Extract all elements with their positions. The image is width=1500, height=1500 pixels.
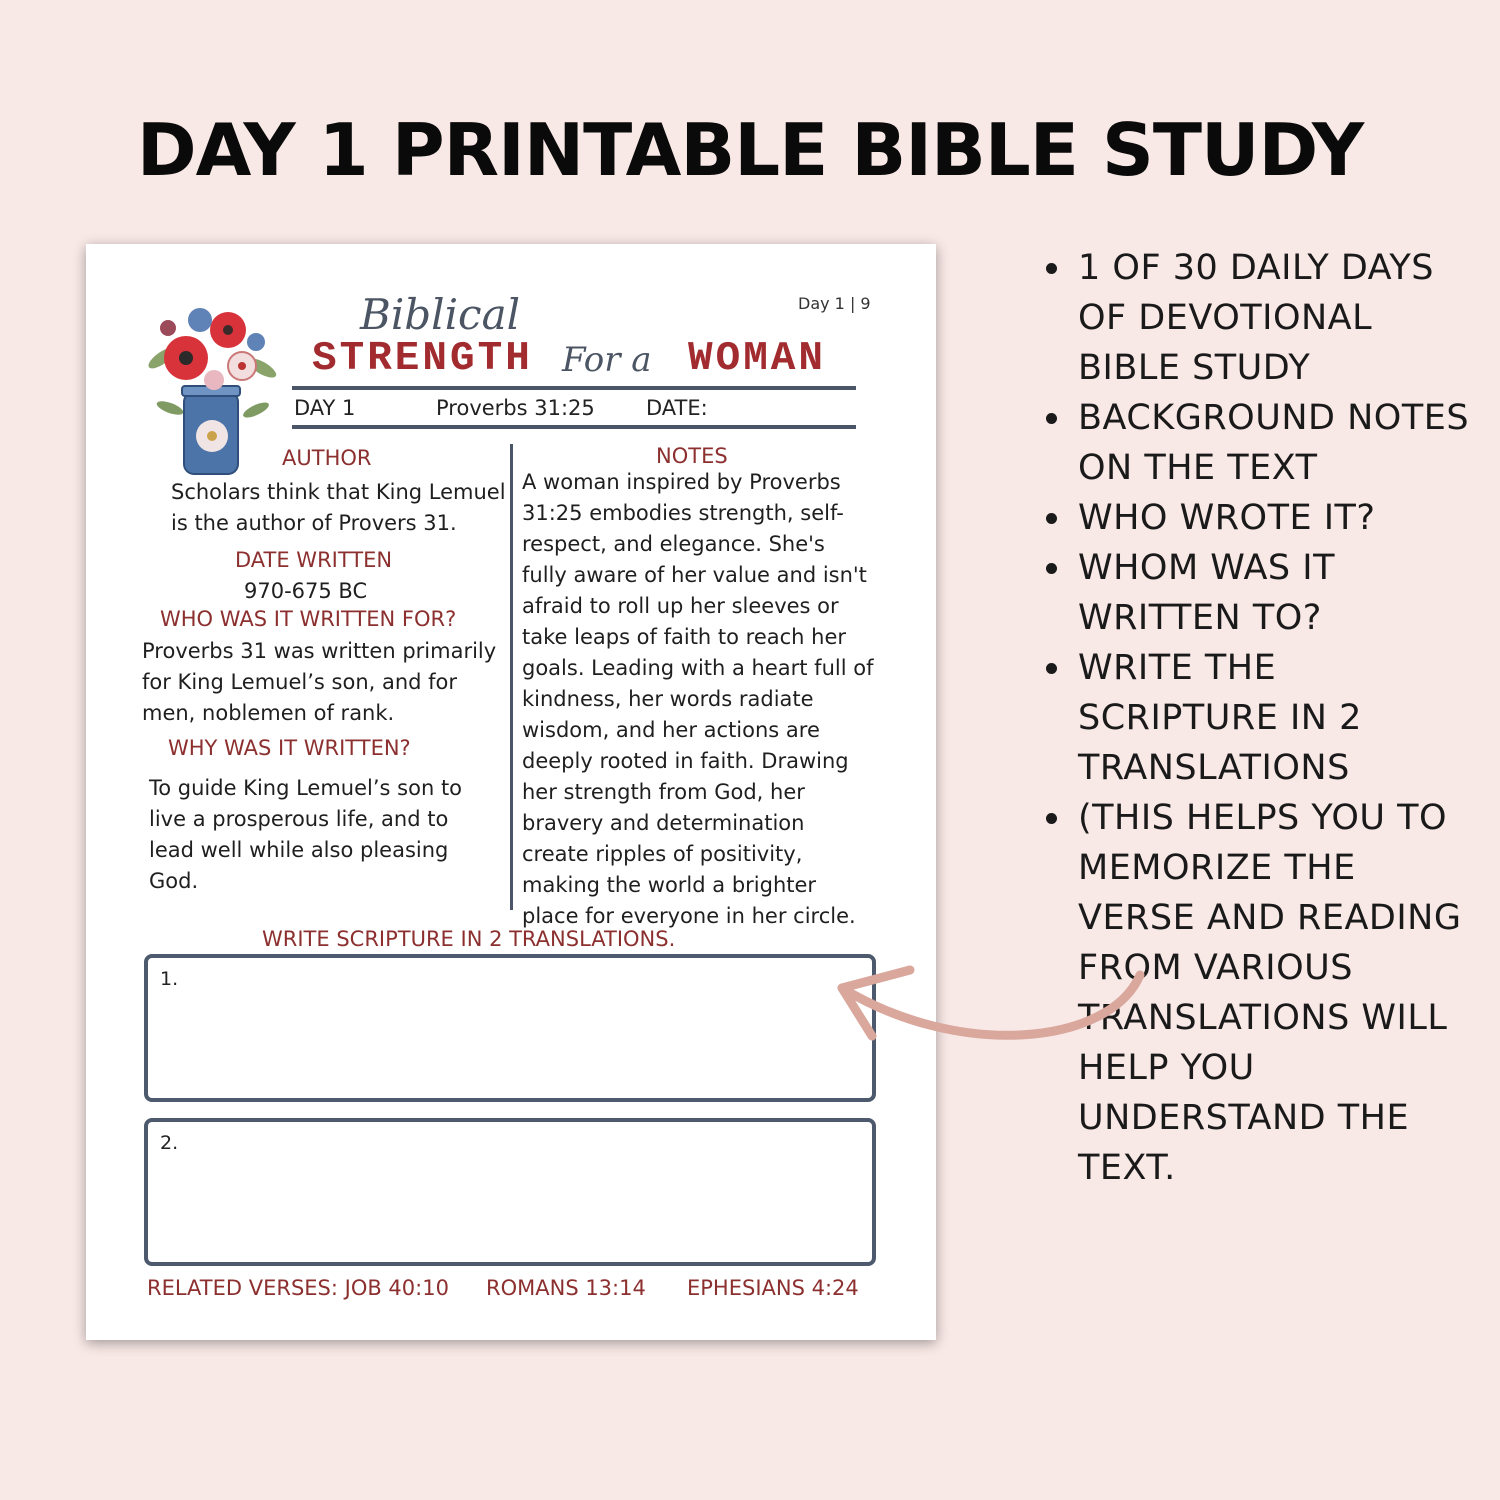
why-written-heading: WHY WAS IT WRITTEN? xyxy=(168,736,411,760)
related-verse-3: EPHESIANS 4:24 xyxy=(687,1276,859,1300)
written-for-text: Proverbs 31 was written primarily for King Lemuel’s son, and for men, noblemen of rank. xyxy=(142,639,497,725)
title-woman: WOMAN xyxy=(688,336,827,382)
feature-item: 1 OF 30 DAILY DAYS OF DEVOTIONAL BIBLE STUDY xyxy=(1044,243,1484,393)
page-headline: DAY 1 PRINTABLE BIBLE STUDY xyxy=(136,108,1364,192)
day-label: DAY 1 xyxy=(294,396,356,420)
related-verse-1: RELATED VERSES: JOB 40:10 xyxy=(147,1276,449,1300)
title-biblical: Biblical xyxy=(360,290,521,339)
scripture-heading: WRITE SCRIPTURE IN 2 TRANSLATIONS. xyxy=(262,927,676,951)
author-text: Scholars think that King Lemuel is the author of Provers 31. xyxy=(171,480,506,535)
feature-item: WHO WROTE IT? xyxy=(1044,493,1484,543)
date-written-heading: DATE WRITTEN xyxy=(235,548,393,572)
feature-item: WHOM WAS IT WRITTEN TO? xyxy=(1044,543,1484,643)
feature-item: WRITE THE SCRIPTURE IN 2 TRANSLATIONS xyxy=(1044,643,1484,793)
written-for-heading: WHO WAS IT WRITTEN FOR? xyxy=(160,607,457,631)
feature-item: (THIS HELPS YOU TO MEMORIZE THE VERSE AND READING FROM VARIOUS TRANSLATIONS WILL HELP YOU UNDERSTAND THE TEXT. xyxy=(1044,793,1484,1193)
title-strength: STRENGTH xyxy=(312,336,533,382)
title-for-a: For a xyxy=(562,340,652,380)
notes-text: A woman inspired by Proverbs 31:25 embodies strength, self-respect, and elegance. She's fully aware of her value and isn't afraid to roll up her sleeves or take leaps of faith to reach her goals. Leading with a heart full of kindness, her words radiate wisdom, and her actions are deeply rooted in faith. Drawing her strength from God, her bravery and determination create ripples of positivity, making the world a brighter place for everyone in her circle. xyxy=(522,470,874,928)
feature-item: BACKGROUND NOTES ON THE TEXT xyxy=(1044,393,1484,493)
date-written-text: 970-675 BC xyxy=(244,579,368,603)
author-heading: AUTHOR xyxy=(282,446,372,470)
related-verse-2: ROMANS 13:14 xyxy=(486,1276,646,1300)
date-label: DATE: xyxy=(646,396,708,420)
box-2-label: 2. xyxy=(160,1132,179,1154)
page-number: Day 1 | 9 xyxy=(798,294,871,313)
box-1-label: 1. xyxy=(160,968,179,990)
notes-heading: NOTES xyxy=(656,444,728,468)
why-written-text: To guide King Lemuel’s son to live a prosperous life, and to lead well while also pleasing God. xyxy=(149,776,463,893)
verse-label: Proverbs 31:25 xyxy=(436,396,595,420)
